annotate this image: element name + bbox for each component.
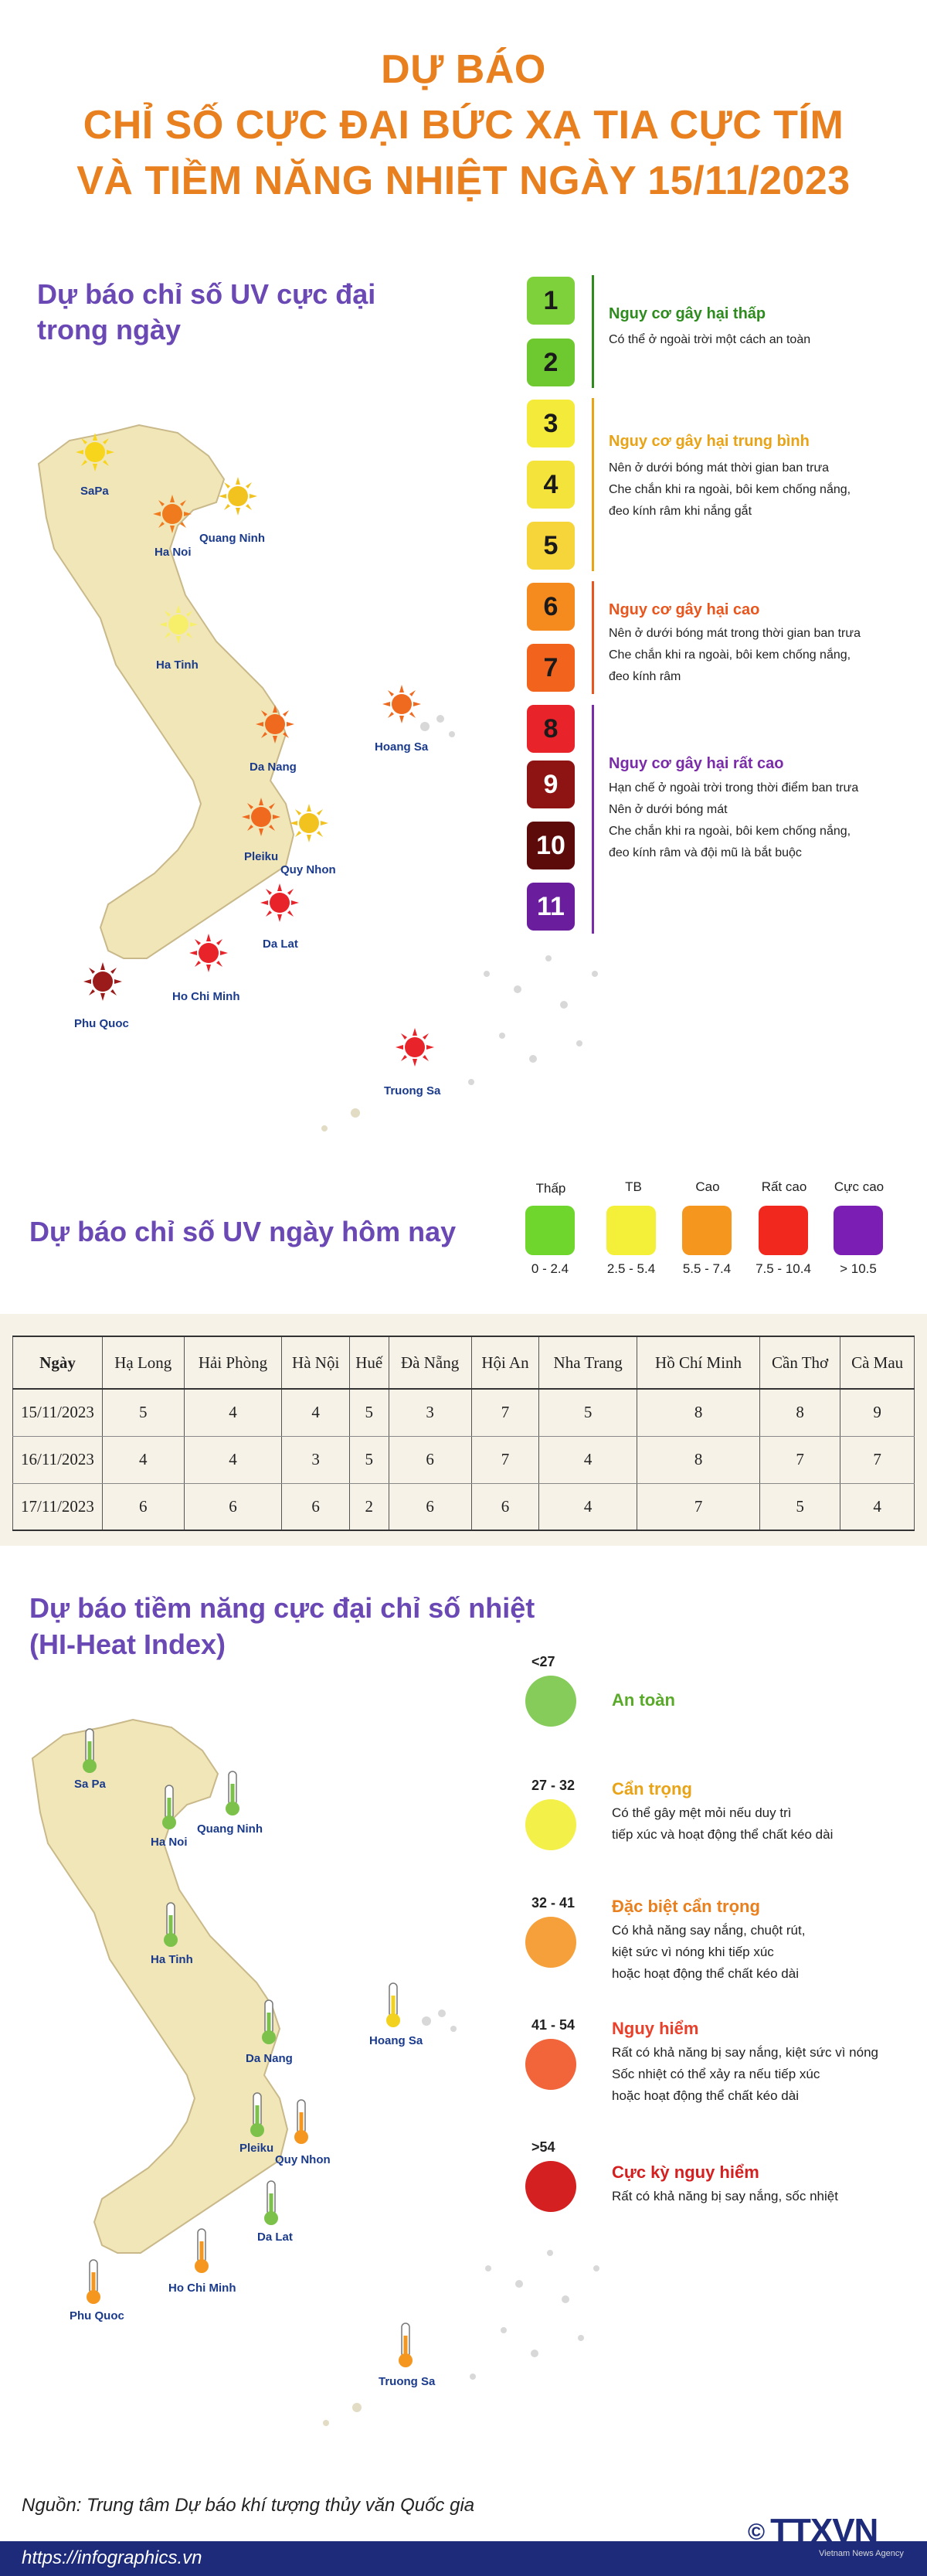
uv-city-label-quy-nhon: Quy Nhon [280, 863, 336, 876]
uv-level-8 [527, 705, 575, 753]
heat-city-hoang-sa [383, 1982, 403, 2033]
logo-subtitle: Vietnam News Agency [819, 2549, 904, 2558]
heat-city-da-lat [261, 2180, 281, 2231]
heat-city-label-quy-nhon: Quy Nhon [275, 2153, 331, 2166]
uv-city-label-ha-noi: Ha Noi [154, 546, 192, 559]
sun-icon [76, 433, 114, 471]
thermometer-icon [192, 2227, 212, 2275]
copyright-symbol: © [748, 2520, 765, 2546]
uv-level-4 [527, 461, 575, 509]
uv-level-6 [527, 583, 575, 631]
sun-icon [219, 477, 257, 516]
uv-city-hoang-sa [382, 685, 421, 727]
heat-city-pleiku [247, 2091, 267, 2143]
heat-level-desc-line: Rất có khả năng bị say nắng, sốc nhiệt [612, 2189, 838, 2203]
heat-level-circle-safe [525, 1676, 576, 1727]
table-cell: 5 [760, 1483, 840, 1530]
heat-level-circle-extreme-danger [525, 2161, 576, 2212]
uv-city-pleiku [242, 798, 280, 840]
heat-level-title-extreme-caution: Đặc biệt cẩn trọng [612, 1897, 760, 1916]
heat-level-desc-line: kiệt sức vì nóng khi tiếp xúc [612, 1945, 774, 1959]
heat-city-ha-tinh [161, 1901, 181, 1953]
table-cell: 3 [389, 1389, 471, 1436]
uv-level-value: 8 [543, 713, 559, 744]
thermometer-icon [396, 2322, 416, 2370]
sun-icon [83, 962, 122, 1001]
uv-city-ho-chi-minh [189, 934, 228, 976]
heat-level-desc-line: hoặc hoạt động thể chất kéo dài [612, 1966, 799, 1981]
uv-group-desc-line: Có thể ở ngoài trời một cách an toàn [609, 333, 811, 346]
uv-group-desc-line: Nên ở dưới bóng mát thời gian ban trưa [609, 461, 830, 475]
uv-table-section [0, 1314, 927, 1546]
uv-city-da-nang [256, 705, 294, 747]
table-cell: 2 [349, 1483, 389, 1530]
thermometer-icon [161, 1901, 181, 1949]
heat-level-desc-line: Có khả năng say nắng, chuột rút, [612, 1923, 806, 1938]
uv-city-truong-sa [396, 1028, 434, 1070]
uv-legend-label-extreme: Cực cao [834, 1179, 885, 1194]
uv-map-title-line-1: Dự báo chỉ số UV cực đại [37, 278, 376, 310]
uv-city-sapa [76, 433, 114, 475]
thermometer-icon [383, 1982, 403, 2030]
uv-city-label-ha-tinh: Ha Tinh [156, 658, 199, 672]
table-cell: 8 [760, 1389, 840, 1436]
uv-legend-box-high [682, 1206, 732, 1255]
thermometer-icon [259, 1999, 279, 2047]
uv-city-label-quang-ninh: Quang Ninh [199, 532, 265, 545]
uv-city-phu-quoc [83, 962, 122, 1005]
heat-city-label-sa-pa: Sa Pa [74, 1778, 106, 1791]
uv-level-value: 3 [543, 408, 559, 438]
table-cell: 7 [471, 1436, 539, 1483]
heat-city-label-hoang-sa: Hoang Sa [369, 2034, 423, 2047]
uv-group-line-high [592, 581, 594, 694]
uv-legend-box-low [525, 1206, 575, 1255]
table-header-cell: Nha Trang [539, 1336, 637, 1389]
table-cell: 7 [471, 1389, 539, 1436]
heat-map-title-line-2: (HI-Heat Index) [29, 1628, 226, 1660]
uv-level-value: 11 [537, 891, 565, 921]
uv-group-line-medium [592, 398, 594, 571]
uv-legend-range-extreme: > 10.5 [840, 1261, 877, 1276]
table-cell: 4 [539, 1483, 637, 1530]
uv-city-label-phu-quoc: Phu Quoc [74, 1017, 129, 1030]
table-header-cell: Hạ Long [103, 1336, 185, 1389]
heat-level-desc-line: Sốc nhiệt có thể xảy ra nếu tiếp xúc [612, 2067, 820, 2081]
uv-group-line-very-high [592, 705, 594, 934]
uv-level-11 [527, 883, 575, 931]
uv-group-line-low [592, 275, 594, 388]
heat-level-range: 32 - 41 [531, 1895, 576, 1911]
uv-group-title-medium: Nguy cơ gây hại trung bình [609, 433, 810, 450]
uv-legend-label-medium: TB [625, 1179, 642, 1194]
uv-level-9 [527, 761, 575, 808]
table-header-cell: Cà Mau [840, 1336, 915, 1389]
table-cell: 7 [760, 1436, 840, 1483]
thermometer-icon [222, 1770, 243, 1818]
table-cell: 7 [840, 1436, 915, 1483]
uv-level-7 [527, 644, 575, 692]
table-cell: 4 [840, 1483, 915, 1530]
uv-legend-box-extreme [834, 1206, 883, 1255]
table-cell: 6 [282, 1483, 350, 1530]
heat-level-title-danger: Nguy hiểm [612, 2019, 699, 2038]
table-cell: 5 [349, 1389, 389, 1436]
table-cell: 5 [349, 1436, 389, 1483]
table-cell: 6 [184, 1483, 282, 1530]
thermometer-icon [261, 2180, 281, 2227]
table-header-cell: Cần Thơ [760, 1336, 840, 1389]
table-header-cell: Huế [349, 1336, 389, 1389]
uv-legend-box-very-high [759, 1206, 808, 1255]
uv-level-value: 10 [536, 830, 565, 860]
thermometer-icon [83, 2258, 104, 2306]
heat-level-desc-line: tiếp xúc và hoạt động thể chất kéo dài [612, 1827, 834, 1842]
heat-level-desc-danger [612, 2042, 878, 2107]
table-header-cell: Hồ Chí Minh [637, 1336, 760, 1389]
logo-text: TTXVN [770, 2512, 878, 2550]
table-cell: 4 [184, 1389, 282, 1436]
table-cell: 6 [389, 1483, 471, 1530]
heat-level-range: 41 - 54 [531, 2017, 576, 2033]
table-cell-date: 16/11/2023 [13, 1436, 103, 1483]
heat-city-label-pleiku: Pleiku [239, 2142, 274, 2155]
table-row [13, 1436, 915, 1483]
heat-city-ha-noi [159, 1784, 179, 1836]
uv-level-3 [527, 400, 575, 447]
heat-city-label-ho-chi-minh: Ho Chi Minh [168, 2282, 236, 2295]
heat-level-range: 27 - 32 [531, 1778, 576, 1793]
table-cell-date: 17/11/2023 [13, 1483, 103, 1530]
table-cell: 8 [637, 1436, 760, 1483]
sun-icon [396, 1028, 434, 1067]
uv-legend-label-very-high: Rất cao [761, 1179, 807, 1194]
table-header-cell: Hà Nội [282, 1336, 350, 1389]
heat-city-label-ha-tinh: Ha Tinh [151, 1953, 193, 1966]
sun-icon [159, 605, 198, 644]
table-cell: 3 [282, 1436, 350, 1483]
heat-city-truong-sa [396, 2322, 416, 2374]
heat-city-label-da-nang: Da Nang [246, 2052, 293, 2065]
uv-group-desc-line: đeo kính râm và đội mũ là bắt buộc [609, 846, 802, 859]
uv-city-label-ho-chi-minh: Ho Chi Minh [172, 990, 240, 1003]
uv-legend-range-low: 0 - 2.4 [531, 1261, 569, 1276]
source-note: Nguồn: Trung tâm Dự báo khí tượng thủy văn Quốc gia [22, 2495, 475, 2516]
table-header-row [13, 1336, 915, 1389]
table-cell: 8 [637, 1389, 760, 1436]
uv-city-label-da-nang: Da Nang [250, 761, 297, 774]
uv-forecast-table [12, 1336, 915, 1531]
table-header-cell: Hải Phòng [184, 1336, 282, 1389]
uv-city-label-hoang-sa: Hoang Sa [375, 740, 429, 754]
uv-level-value: 7 [543, 652, 559, 682]
table-cell: 4 [539, 1436, 637, 1483]
heat-city-sa-pa [80, 1727, 100, 1779]
table-cell: 6 [103, 1483, 185, 1530]
sun-icon [382, 685, 421, 723]
heat-city-ho-chi-minh [192, 2227, 212, 2279]
heat-city-label-truong-sa: Truong Sa [379, 2375, 436, 2388]
heat-level-title-safe: An toàn [612, 1690, 675, 1710]
website-link[interactable]: https://infographics.vn [22, 2547, 202, 2568]
heat-level-desc-line: Rất có khả năng bị say nắng, kiệt sức vì nóng [612, 2045, 878, 2060]
uv-level-5 [527, 522, 575, 570]
table-cell: 5 [539, 1389, 637, 1436]
uv-city-quy-nhon [290, 804, 328, 846]
uv-city-da-lat [260, 883, 299, 926]
heat-map-title [29, 1590, 535, 1662]
uv-group-desc-high [609, 623, 861, 688]
table-cell: 5 [103, 1389, 185, 1436]
heat-level-desc-extreme-danger [612, 2186, 838, 2207]
thermometer-icon [80, 1727, 100, 1775]
uv-group-title-low: Nguy cơ gây hại thấp [609, 305, 766, 322]
uv-city-ha-noi [153, 495, 192, 537]
uv-legend-range-high: 5.5 - 7.4 [682, 1261, 732, 1276]
heat-level-circle-danger [525, 2039, 576, 2090]
uv-city-quang-ninh [219, 477, 257, 519]
table-cell: 6 [389, 1436, 471, 1483]
uv-map-title-line-2: trong ngày [37, 314, 181, 345]
thermometer-icon [247, 2091, 267, 2139]
table-cell: 6 [471, 1483, 539, 1530]
heat-level-desc-line: Có thể gây mệt mỏi nếu duy trì [612, 1805, 792, 1820]
table-cell: 9 [840, 1389, 915, 1436]
uv-city-label-da-lat: Da Lat [263, 938, 298, 951]
uv-group-desc-line: đeo kính râm khi nắng gắt [609, 505, 752, 518]
title-line-2: CHỈ SỐ CỰC ĐẠI BỨC XẠ TIA CỰC TÍM [83, 103, 844, 148]
uv-group-desc-line: Che chắn khi ra ngoài, bôi kem chống nắng, [609, 483, 851, 496]
uv-city-label-sapa: SaPa [80, 485, 109, 498]
table-header-cell: Đà Nẵng [389, 1336, 471, 1389]
uv-legend-box-medium [606, 1206, 656, 1255]
uv-group-desc-line: Che chắn khi ra ngoài, bôi kem chống nắng, [609, 648, 851, 662]
sun-icon [242, 798, 280, 836]
sun-icon [260, 883, 299, 922]
uv-group-title-very-high: Nguy cơ gây hại rất cao [609, 755, 784, 772]
sun-icon [290, 804, 328, 842]
thermometer-icon [291, 2098, 311, 2146]
heat-level-desc-caution [612, 1802, 833, 1846]
uv-level-value: 6 [543, 591, 559, 621]
heat-level-title-extreme-danger: Cực kỳ nguy hiểm [612, 2163, 759, 2182]
heat-city-label-phu-quoc: Phu Quoc [70, 2309, 124, 2322]
heat-level-desc-line: hoặc hoạt động thể chất kéo dài [612, 2088, 799, 2103]
uv-city-label-truong-sa: Truong Sa [384, 1084, 441, 1097]
uv-legend-label-low: Thấp [535, 1181, 566, 1196]
uv-group-desc-medium [609, 458, 851, 522]
uv-level-1 [527, 277, 575, 325]
uv-legend-label-high: Cao [695, 1179, 720, 1194]
uv-group-title-high: Nguy cơ gây hại cao [609, 601, 760, 618]
sun-icon [256, 705, 294, 744]
uv-group-desc-low [609, 329, 810, 351]
heat-city-label-da-lat: Da Lat [257, 2231, 293, 2244]
heat-level-desc-extreme-caution [612, 1920, 805, 1985]
table-row [13, 1483, 915, 1530]
table-row [13, 1389, 915, 1436]
heat-city-phu-quoc [83, 2258, 104, 2310]
heat-city-da-nang [259, 1999, 279, 2050]
uv-level-value: 1 [543, 285, 559, 315]
uv-group-desc-line: đeo kính râm [609, 670, 681, 683]
heat-city-label-quang-ninh: Quang Ninh [197, 1822, 263, 1836]
uv-map-title [37, 277, 375, 348]
uv-level-2 [527, 339, 575, 386]
table-cell: 4 [282, 1389, 350, 1436]
heat-level-title-caution: Cẩn trọng [612, 1779, 692, 1798]
table-header-cell: Hội An [471, 1336, 539, 1389]
table-cell: 4 [184, 1436, 282, 1483]
uv-legend-range-very-high: 7.5 - 10.4 [756, 1261, 811, 1276]
uv-group-desc-line: Hạn chế ở ngoài trời trong thời điểm ban trưa [609, 781, 859, 795]
uv-level-10 [527, 822, 575, 869]
uv-group-desc-line: Nên ở dưới bóng mát [609, 803, 728, 816]
heat-map-title-line-1: Dự báo tiềm năng cực đại chỉ số nhiệt [29, 1592, 535, 1624]
uv-legend-range-medium: 2.5 - 5.4 [606, 1261, 656, 1276]
uv-city-label-pleiku: Pleiku [244, 850, 279, 863]
heat-city-label-ha-noi: Ha Noi [151, 1836, 188, 1849]
heat-city-quy-nhon [291, 2098, 311, 2150]
uv-group-desc-line: Nên ở dưới bóng mát trong thời gian ban trưa [609, 627, 861, 640]
table-header-cell: Ngày [13, 1336, 103, 1389]
uv-group-desc-line: Che chắn khi ra ngoài, bôi kem chống nắng, [609, 825, 851, 838]
uv-today-title: Dự báo chỉ số UV ngày hôm nay [29, 1216, 457, 1247]
sun-icon [153, 495, 192, 533]
table-cell: 7 [637, 1483, 760, 1530]
uv-level-value: 9 [543, 769, 559, 799]
uv-level-value: 5 [543, 530, 559, 560]
sun-icon [189, 934, 228, 972]
ttxvn-logo [748, 2512, 878, 2550]
heat-level-circle-caution [525, 1799, 576, 1850]
uv-group-desc-very-high [609, 778, 858, 864]
heat-level-circle-extreme-caution [525, 1917, 576, 1968]
title-line-3: VÀ TIỀM NĂNG NHIỆT NGÀY 15/11/2023 [76, 158, 851, 203]
heat-city-quang-ninh [222, 1770, 243, 1822]
title-line-1: DỰ BÁO [381, 47, 546, 92]
heat-level-range: >54 [531, 2139, 555, 2155]
heat-level-range: <27 [531, 1654, 555, 1669]
uv-level-value: 4 [543, 469, 559, 499]
uv-level-value: 2 [543, 347, 559, 377]
uv-city-ha-tinh [159, 605, 198, 648]
table-cell: 4 [103, 1436, 185, 1483]
table-cell-date: 15/11/2023 [13, 1389, 103, 1436]
thermometer-icon [159, 1784, 179, 1832]
